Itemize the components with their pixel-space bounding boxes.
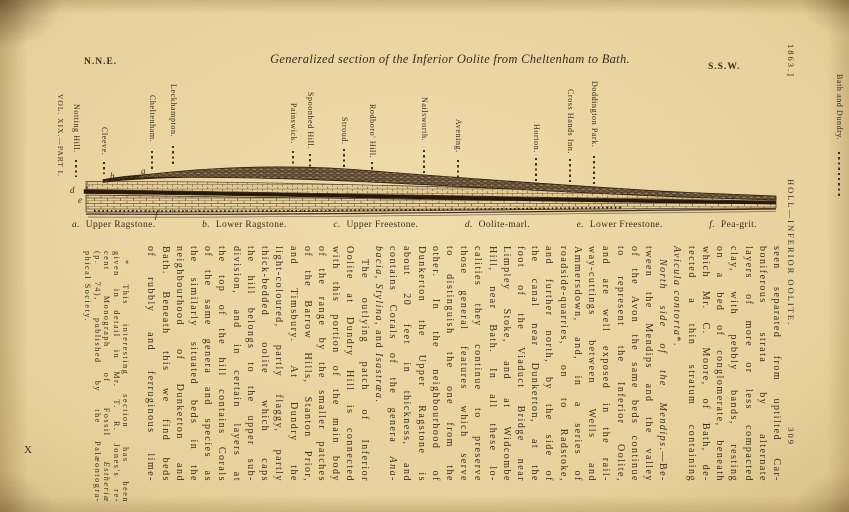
text-line: way-cuttings between Wells and xyxy=(586,246,598,482)
legend-item xyxy=(72,220,156,230)
leader-line xyxy=(292,151,294,167)
stratum-letter: e xyxy=(78,195,82,205)
text-line: Dunkerton the Upper Ragstone is xyxy=(415,246,427,482)
legend-letter: c. xyxy=(333,220,341,230)
running-head-page-number: 309 xyxy=(786,427,796,446)
text-line: to distinguish the one from the xyxy=(443,246,455,482)
place-label: Cheltenham. xyxy=(148,95,157,143)
text-line: thick-bedded oolite which caps xyxy=(259,246,271,482)
legend-letter: b. xyxy=(202,220,211,230)
place-label: Avening. xyxy=(454,119,463,153)
legend-name: Lower Ragstone. xyxy=(213,220,287,230)
text-line: light-coloured, partly flaggy, partly xyxy=(273,246,285,482)
text-line: of the Barrow Hills, Stanton Prior, xyxy=(301,246,313,482)
text-line: and Timsbury. At Dundry the xyxy=(287,246,299,482)
text-line: boniferous strata by alternate xyxy=(756,246,768,482)
legend-letter: e. xyxy=(576,220,585,230)
text-line: Avicula contorta*. xyxy=(671,246,683,347)
text-line: contains Corals of the genera Ana- xyxy=(387,246,399,482)
text-line: Bath. Beneath this we find beds xyxy=(159,246,171,482)
leader-line xyxy=(457,160,459,180)
stratum-letter: c xyxy=(86,182,90,192)
legend-letter: d. xyxy=(464,220,473,230)
volume-part-note: VOL. XIX.—PART I. xyxy=(56,94,65,178)
text-line: the similarly situated beds in the xyxy=(188,246,200,482)
leader-line xyxy=(75,160,77,177)
footnote-line: cent Monograph of Fossil Estheriæ xyxy=(102,251,112,503)
text-line: about 20 feet in thickness, and xyxy=(401,246,413,482)
text-line: foot of the Viaduct Bridge near xyxy=(515,246,527,482)
text-line: tween the Mendips and the valley xyxy=(643,246,655,482)
direction-label-nne: N.N.E. xyxy=(84,57,118,67)
footnote-line: * This interesting section has been xyxy=(121,260,130,503)
legend-item xyxy=(465,220,530,230)
text-line: other. In the neighbourhood of xyxy=(429,246,441,482)
text-line: layers of more or less compacted xyxy=(742,246,754,482)
leader-line xyxy=(172,146,174,167)
text-line: calities they continue to preserve xyxy=(472,246,484,482)
text-line: of the range by the smaller patches xyxy=(316,246,327,482)
running-head-title: HOLL—INFERIOR OOLITE. xyxy=(786,178,796,327)
footnote-line: phical Society. xyxy=(83,251,93,323)
place-label: Spoonbed Hill. xyxy=(306,92,315,149)
place-label: Cleeve. xyxy=(100,127,109,156)
legend-item xyxy=(577,220,663,230)
leader-line xyxy=(343,149,345,170)
text-line: neighbourhood of Dunkerton and xyxy=(173,246,185,482)
text-line: which Mr. C. Moore, of Bath, de- xyxy=(699,246,711,482)
legend-name: Oolite-marl. xyxy=(475,220,531,230)
text-line: of the same genera and species as xyxy=(202,246,214,482)
legend-item xyxy=(333,220,418,230)
text-line: division, and in certain layers at xyxy=(230,246,242,482)
text-line: with this portion of the main body xyxy=(330,246,342,482)
stratum-letter: b xyxy=(110,171,115,181)
place-label: Doddington Park. xyxy=(590,81,599,148)
legend-name: Lower Freestone. xyxy=(587,220,663,230)
legend-name: Upper Freestone. xyxy=(343,220,419,230)
leader-line xyxy=(838,152,840,196)
place-label: Horton. xyxy=(532,124,541,153)
leader-line xyxy=(371,162,373,173)
text-line: seen separated from uptilted Car- xyxy=(771,246,782,482)
legend-item xyxy=(709,220,757,230)
text-line: and further north, by the side of xyxy=(543,246,555,482)
place-label: Notting Hill. xyxy=(72,104,81,153)
text-line: on a bed of conglomerate, beneath xyxy=(714,246,726,482)
direction-label-ssw: S.S.W. xyxy=(708,62,741,72)
legend-letter: f. xyxy=(709,220,716,230)
text-line: Oolite at Dundry Hill is connected xyxy=(344,246,356,482)
text-line: Hill, near Bath. In all these lo- xyxy=(486,246,498,482)
leader-line xyxy=(535,158,537,185)
place-label: Leckhampton. xyxy=(169,84,178,138)
footnote-line: (p. 74), published by the Palæontogra- xyxy=(92,251,102,503)
legend-letter: a. xyxy=(72,220,80,230)
text-line: the hill belongs to the upper sub- xyxy=(244,246,256,482)
legend-name: Upper Ragstone. xyxy=(82,220,156,230)
text-line: of rubbly and ferruginous lime- xyxy=(145,246,157,482)
text-line: of the Avon the same beds continue xyxy=(628,246,640,482)
place-label: Stroud. xyxy=(340,117,349,145)
figure-title: Generalized section of the Inferior Oolite from Cheltenham to Bath. xyxy=(270,52,630,66)
signature-mark: X xyxy=(24,444,33,456)
leader-line xyxy=(309,154,311,167)
text-line: the top of the hill contains Corals xyxy=(216,246,228,482)
place-label: Rodboro' Hill. xyxy=(368,104,377,159)
text-line: Limpley Stoke, and at Widcombe xyxy=(500,246,512,482)
leader-line xyxy=(103,162,105,174)
text-line: North side of the Mendips.—Be- xyxy=(657,259,669,482)
text-line: clay, with pebbly bands, resting xyxy=(728,246,740,482)
place-label: Bath and Dundry. xyxy=(835,74,844,141)
text-line: to represent the Inferior Oolite, xyxy=(614,246,626,482)
footnote xyxy=(83,251,130,503)
place-label: Painswick. xyxy=(289,103,298,144)
stratum-letter: f xyxy=(155,210,158,220)
legend-name: Pea-grit. xyxy=(718,220,757,230)
place-label: Cross Hands Inn. xyxy=(566,89,575,154)
running-head-year: 1863.] xyxy=(786,44,796,78)
leader-line xyxy=(593,156,595,188)
place-label: Nailsworth. xyxy=(420,97,429,142)
text-line: Ammersdown, and, in a series of xyxy=(571,246,583,482)
text-line: roadside-quarries, on to Radstoke, xyxy=(557,246,569,482)
footnote-line: given in detail in Mr. T. R. Jones's re- xyxy=(111,251,121,503)
stratum-letter: d xyxy=(70,185,75,195)
text-line: the canal near Dunkerton, at the xyxy=(529,246,541,482)
leader-line xyxy=(151,151,153,169)
leader-line xyxy=(423,150,425,177)
section-legend xyxy=(72,220,757,230)
text-line: those general features which serve xyxy=(458,246,470,482)
text-line: The outlying patch of Inferior xyxy=(358,259,370,482)
text-line: and are well exposed in the rail- xyxy=(600,246,612,482)
leader-line xyxy=(569,159,571,187)
text-line: bacia, Stylina, and Isastræa. xyxy=(372,246,384,404)
legend-item xyxy=(202,220,287,230)
body-text xyxy=(143,246,783,482)
text-line: tected a thin stratum containing xyxy=(685,246,697,482)
stratum-letter: a xyxy=(141,166,146,176)
